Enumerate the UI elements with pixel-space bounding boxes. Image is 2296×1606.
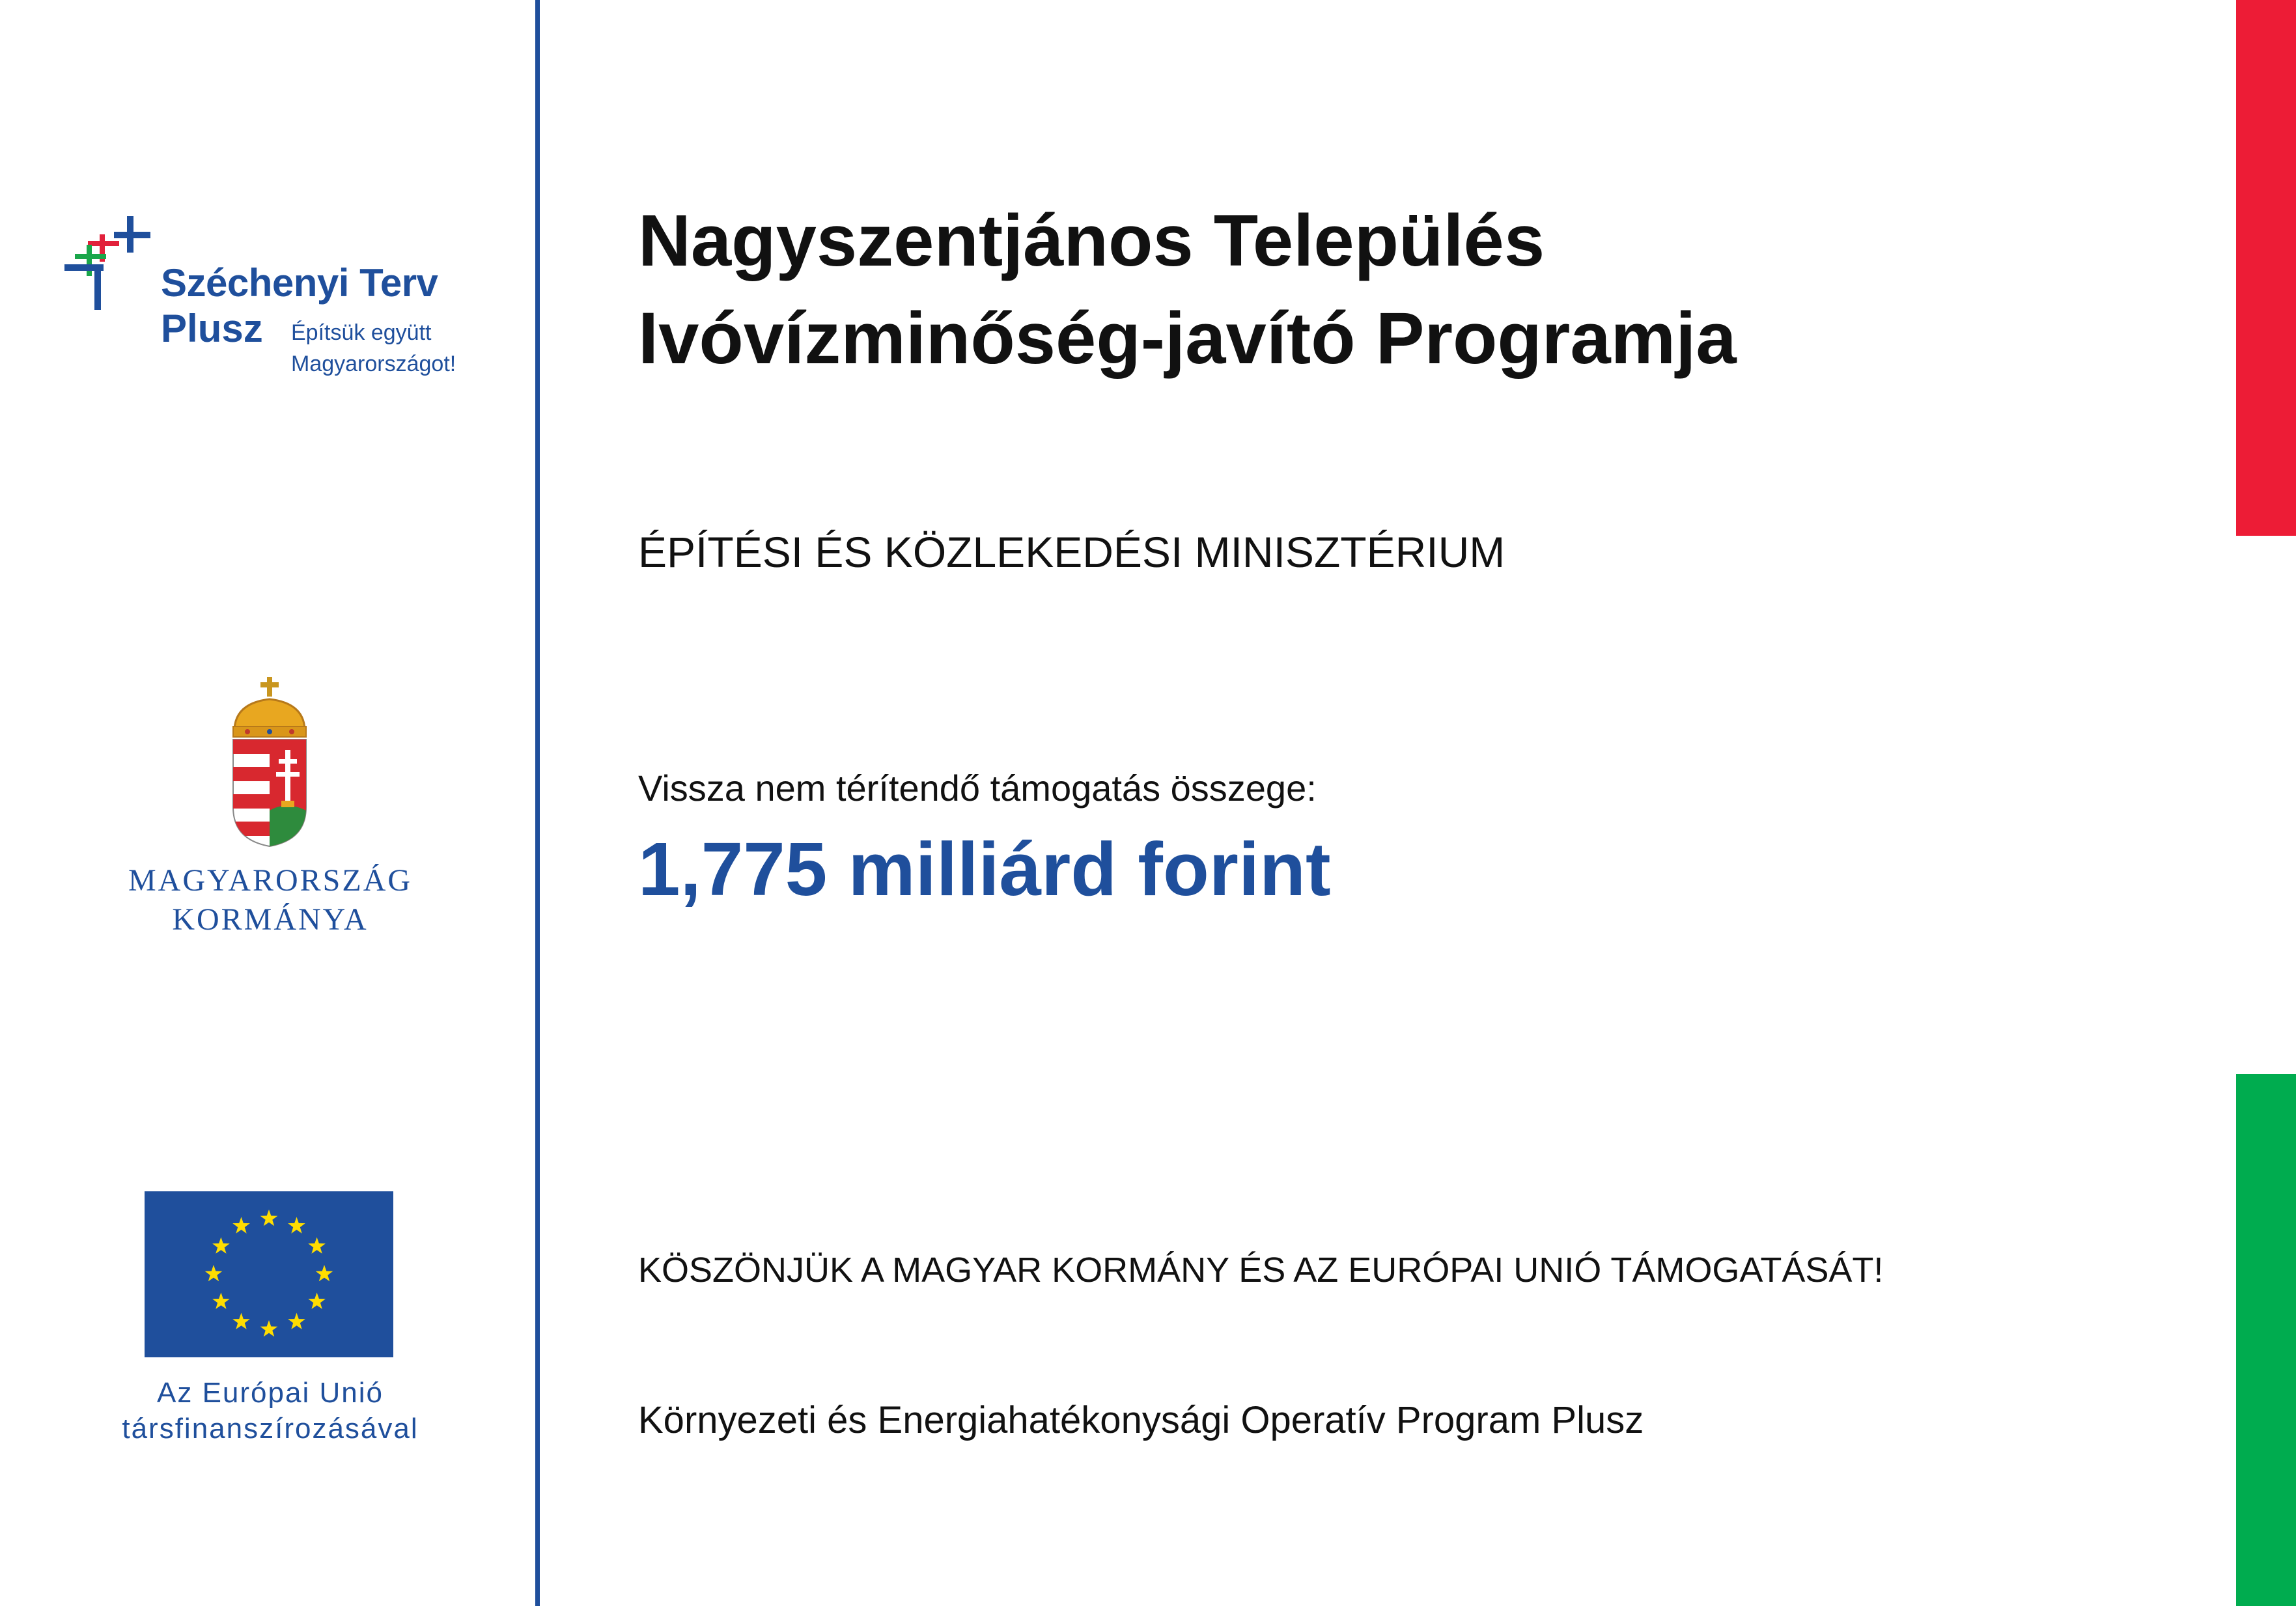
government-name-line1: MAGYARORSZÁG: [128, 863, 413, 898]
eu-text-line2: társfinanszírozásával: [122, 1413, 419, 1445]
government-logo: [111, 677, 436, 950]
szechenyi-plusz: Plusz: [161, 307, 263, 350]
project-title-line2: Ivóvízminőség-javító Programja: [638, 298, 1737, 379]
eu-star: [212, 1293, 230, 1309]
eu-star: [212, 1238, 230, 1254]
ministry-name: ÉPÍTÉSI ÉS KÖZLEKEDÉSI MINISZTÉRIUM: [638, 528, 1505, 576]
flag-stripe-red: [2236, 0, 2296, 536]
eu-star: [205, 1265, 223, 1281]
szechenyi-terv-plusz-logo: [62, 215, 485, 384]
szechenyi-slogan-line2: Magyarországot!: [291, 352, 456, 376]
government-name-line2: KORMÁNYA: [172, 902, 369, 937]
project-title: [638, 192, 1737, 387]
eu-star: [232, 1313, 250, 1329]
szechenyi-slogan-line1: Építsük együtt: [291, 320, 432, 345]
operational-program: Környezeti és Energiahatékonysági Operatív Program Plusz: [638, 1399, 1644, 1441]
grant-amount-label: Vissza nem térítendő támogatás összege:: [638, 768, 1317, 809]
thanks-text: KÖSZÖNJÜK A MAGYAR KORMÁNY ÉS AZ EURÓPAI UNIÓ TÁMOGATÁSÁT!: [638, 1251, 1884, 1290]
szechenyi-plus-logo-icon: [62, 215, 166, 319]
flag-stripe-green: [2236, 1074, 2296, 1606]
eu-star: [260, 1210, 278, 1226]
eu-flag-icon: [145, 1191, 393, 1357]
hungarian-coat-of-arms-icon: [221, 677, 319, 853]
eu-star: [308, 1293, 326, 1309]
eu-cofinancing-logo: [91, 1191, 456, 1465]
eu-star: [316, 1265, 333, 1281]
eu-star: [288, 1313, 305, 1329]
szechenyi-title: Széchenyi Terv: [161, 261, 438, 305]
eu-star: [232, 1217, 250, 1233]
eu-stars: [145, 1191, 393, 1357]
vertical-divider: [535, 0, 540, 1606]
grant-amount: 1,775 milliárd forint: [638, 827, 1331, 911]
project-title-line1: Nagyszentjános Település: [638, 200, 1545, 281]
eu-star: [288, 1217, 305, 1233]
eu-star: [260, 1320, 278, 1336]
eu-star: [308, 1238, 326, 1254]
eu-text-line1: Az Európai Unió: [157, 1377, 384, 1409]
